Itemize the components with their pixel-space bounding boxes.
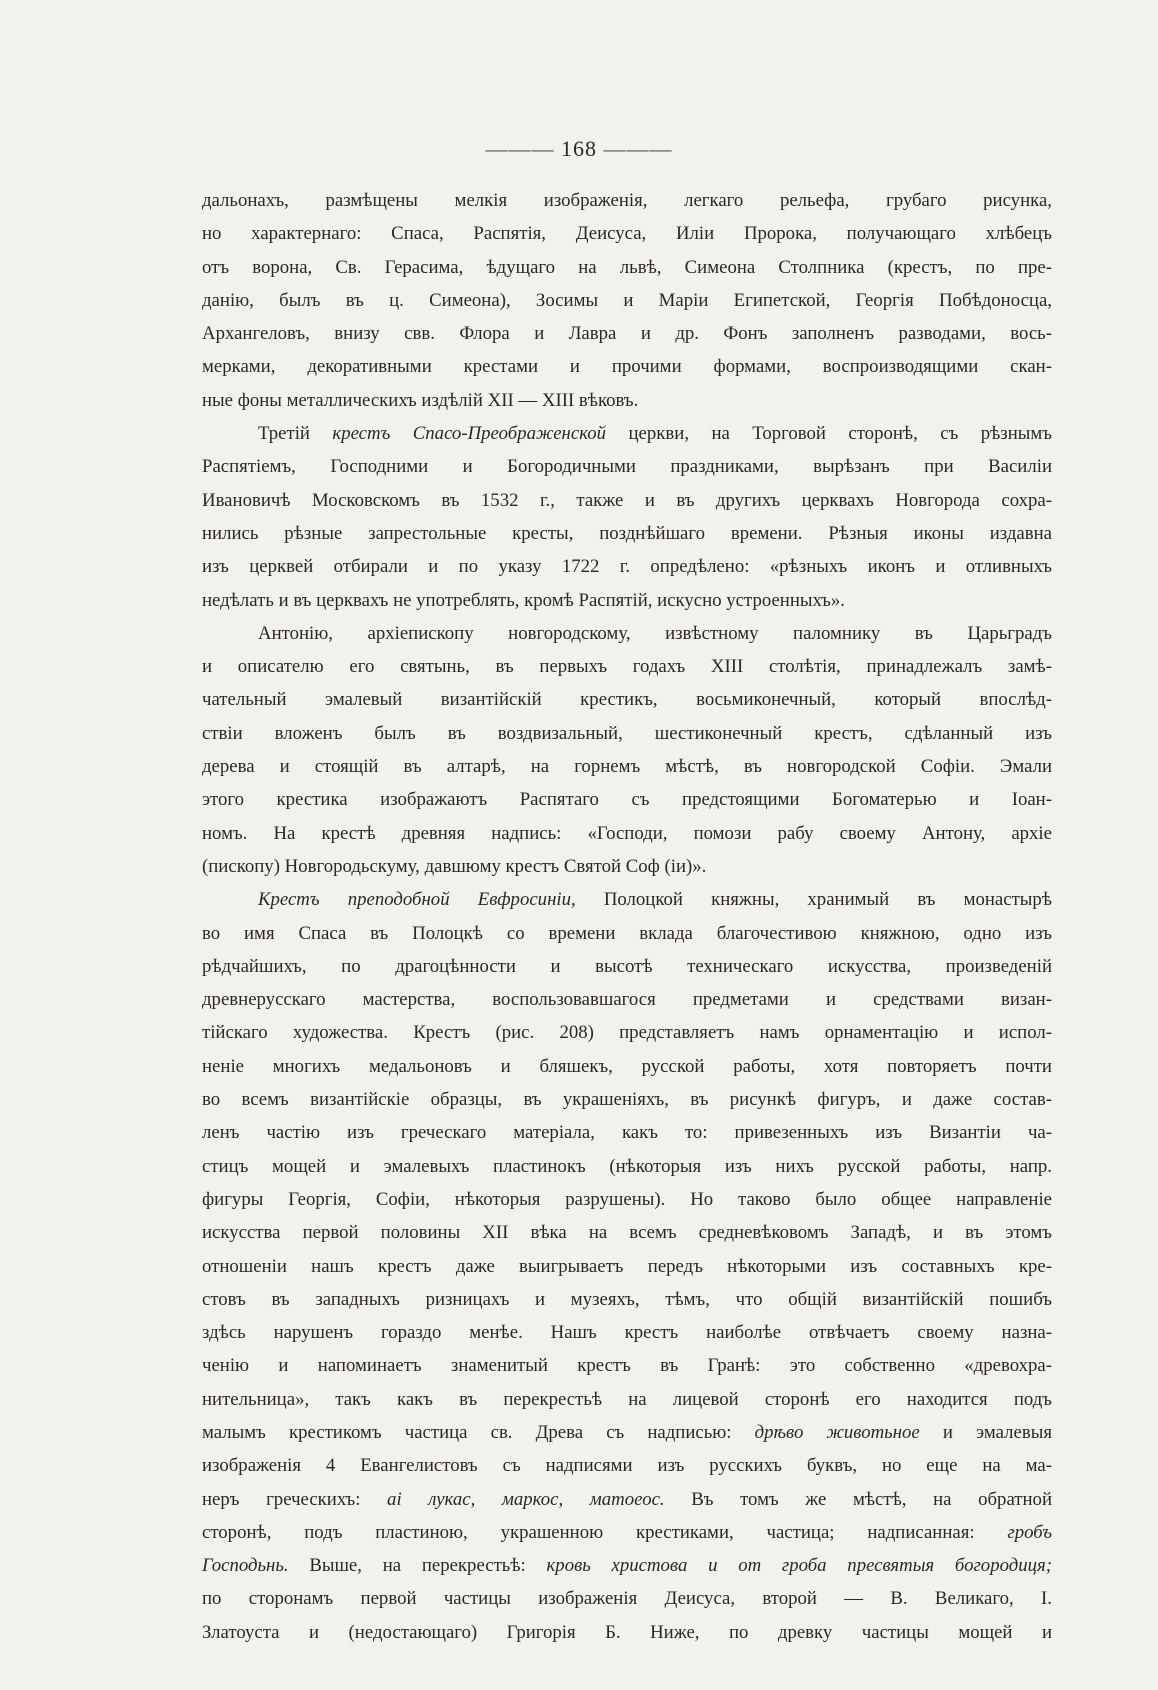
text-segment: Антонію, архіепископу новгородскому, извѣстному паломнику въ Царьградъ: [258, 622, 1052, 644]
text-line: [202, 251, 1052, 284]
text-segment: Распятіемъ, Господними и Богородичными праздниками, вырѣзанъ при Василіи: [202, 456, 1052, 478]
text-segment: чательный эмалевый византійскій крестикъ, восьмиконечный, который впослѣд-: [202, 689, 1052, 711]
page-header: [0, 136, 1158, 162]
text-line: [202, 1083, 1052, 1116]
text-line: [202, 1183, 1052, 1216]
text-segment: рѣдчайшихъ, по драгоцѣнности и высотѣ техническаго искусства, произведеній: [202, 955, 1052, 977]
text-line: [202, 284, 1052, 317]
text-line: [202, 1582, 1052, 1615]
text-segment: Третій: [258, 423, 333, 445]
text-segment: Златоуста и (недостающаго) Григорія Б. Ниже, по древку частицы мощей и: [202, 1621, 1052, 1643]
text-segment: фигуры Георгія, Софіи, нѣкоторыя разрушены). Но таково было общее направленіе: [202, 1188, 1052, 1210]
text-segment: и описателю его святынь, въ первыхъ годахъ XIII столѣтія, принадлежалъ замѣ-: [202, 656, 1052, 678]
text-line: [202, 184, 1052, 217]
text-segment: древнерусскаго мастерства, воспользовавшагося предметами и средствами визан-: [202, 989, 1052, 1011]
text-line: [202, 1116, 1052, 1149]
text-segment: неръ греческихъ:: [202, 1488, 388, 1510]
text-segment: и эмалевыя: [919, 1421, 1052, 1443]
text-line: [202, 817, 1052, 850]
text-segment: нились рѣзные запрестольные кресты, позднѣйшаго времени. Рѣзныя иконы издавна: [202, 522, 1052, 544]
header-dash-right: ———: [597, 136, 673, 161]
text-line: [202, 450, 1052, 483]
text-line: [202, 217, 1052, 250]
text-line: [202, 1449, 1052, 1482]
text-segment: стовъ въ западныхъ ризницахъ и музеяхъ, тѣмъ, что общій византійскій пошибъ: [202, 1288, 1052, 1310]
text-line: [202, 683, 1052, 716]
text-line: [202, 1516, 1052, 1549]
text-line: [202, 1016, 1052, 1049]
header-dash-left: ———: [485, 136, 561, 161]
text-line: [202, 1383, 1052, 1416]
text-segment: ствіи вложенъ былъ въ воздвизальный, шестиконечный крестъ, сдѣланный изъ: [202, 722, 1052, 744]
text-segment: стицъ мощей и эмалевыхъ пластинокъ (нѣкоторыя изъ нихъ русской работы, напр.: [202, 1155, 1052, 1177]
text-segment: Господьнь.: [202, 1555, 289, 1577]
text-segment: ленъ частію изъ греческаго матеріала, какъ то: привезенныхъ изъ Византіи ча-: [202, 1122, 1052, 1144]
text-segment: номъ. На крестѣ древняя надпись: «Господи, помози рабу своему Антону, архіе: [202, 822, 1052, 844]
text-line: [202, 417, 1052, 450]
text-segment: малымъ крестикомъ частица св. Древа съ надписью:: [202, 1421, 755, 1443]
text-segment: тійскаго художества. Крестъ (рис. 208) представляетъ намъ орнаментацію и испол-: [202, 1022, 1052, 1044]
text-line: [202, 1616, 1052, 1649]
text-segment: отъ ворона, Св. Герасима, ѣдущаго на львѣ, Симеона Столпника (крестъ, по пре-: [202, 256, 1052, 278]
text-line: [202, 1549, 1052, 1582]
text-segment: этого крестика изображаютъ Распятаго съ предстоящими Богоматерью и Іоан-: [202, 789, 1052, 811]
text-segment: отношеніи нашъ крестъ даже выигрываетъ передъ нѣкоторыми изъ составныхъ кре-: [202, 1255, 1052, 1277]
text-line: [202, 484, 1052, 517]
text-line: [202, 1483, 1052, 1516]
text-segment: (пископу) Новгородьскуму, давшюму крестъ Святой Соф (іи)».: [202, 855, 707, 877]
text-line: [202, 650, 1052, 683]
text-line: [202, 550, 1052, 583]
text-segment: ные фоны металлическихъ издѣлій XII — XIII вѣковъ.: [202, 389, 639, 411]
text-segment: недѣлать и въ церквахъ не употреблять, кромѣ Распятій, искусно устроенныхъ».: [202, 589, 845, 611]
text-line: [202, 1150, 1052, 1183]
text-segment: мерками, декоративными крестами и прочими формами, воспроизводящими скан-: [202, 356, 1052, 378]
text-segment: данію, былъ въ ц. Симеона), Зосимы и Маріи Египетской, Георгія Побѣдоносца,: [202, 289, 1052, 311]
text-segment: но характернаго: Спаса, Распятія, Деисуса, Иліи Пророка, получающаго хлѣбецъ: [202, 223, 1052, 245]
text-line: [202, 717, 1052, 750]
text-segment: сторонѣ, подъ пластиною, украшенною крестиками, частица; надписанная:: [202, 1521, 1008, 1543]
text-line: [202, 783, 1052, 816]
text-line: [202, 384, 1052, 417]
text-line: [202, 584, 1052, 617]
text-segment: дерева и стоящій въ алтарѣ, на горнемъ мѣстѣ, въ новгородской Софіи. Эмали: [202, 756, 1052, 778]
text-line: [202, 750, 1052, 783]
text-segment: во имя Спаса въ Полоцкѣ со времени вклада благочестивою княжною, одно изъ: [202, 922, 1052, 944]
text-segment: ченію и напоминаетъ знаменитый крестъ въ Гранѣ: это собственно «древохра-: [202, 1355, 1052, 1377]
text-segment: по сторонамъ первой частицы изображенія Деисуса, второй — В. Великаго, І.: [202, 1588, 1052, 1610]
text-segment: изъ церквей отбирали и по указу 1722 г. опредѣлено: «рѣзныхъ иконъ и отливныхъ: [202, 556, 1052, 578]
text-segment: дрѣво животьное: [754, 1421, 920, 1443]
text-segment: гробъ: [1007, 1521, 1052, 1543]
text-segment: Архангеловъ, внизу свв. Флора и Лавра и др. Фонъ заполненъ разводами, вось-: [202, 323, 1052, 345]
text-segment: крестъ Спасо-Преображенской: [332, 423, 607, 445]
text-line: [202, 1283, 1052, 1316]
text-line: [202, 1316, 1052, 1349]
text-segment: Ивановичѣ Московскомъ въ 1532 г., также и въ другихъ церквахъ Новгорода сохра-: [202, 489, 1052, 511]
text-segment: нительница», такъ какъ въ перекрестьѣ на лицевой сторонѣ его находится подъ: [202, 1388, 1052, 1410]
text-line: [202, 850, 1052, 883]
text-segment: Въ томъ же мѣстѣ, на обратной: [664, 1488, 1052, 1510]
text-line: [202, 1050, 1052, 1083]
text-segment: аі лукас, маркос, матоеос.: [387, 1488, 665, 1510]
text-line: [202, 1416, 1052, 1449]
text-line: [202, 983, 1052, 1016]
text-line: [202, 1250, 1052, 1283]
text-line: [202, 1216, 1052, 1249]
text-segment: во всемъ византійскіе образцы, въ украшеніяхъ, въ рисункѣ фигуръ, и даже состав-: [202, 1089, 1052, 1111]
text-line: [202, 1349, 1052, 1382]
text-segment: Выше, на перекрестьѣ:: [288, 1555, 547, 1577]
text-segment: неніе многихъ медальоновъ и бляшекъ, русской работы, хотя повторяетъ почти: [202, 1055, 1052, 1077]
text-line: [202, 917, 1052, 950]
text-line: [202, 617, 1052, 650]
text-segment: здѣсь нарушенъ гораздо менѣе. Нашъ крестъ наиболѣе отвѣчаетъ своему назна-: [202, 1322, 1052, 1344]
text-line: [202, 517, 1052, 550]
text-line: [202, 883, 1052, 916]
text-segment: изображенія 4 Евангелистовъ съ надписями изъ русскихъ буквъ, но еще на ма-: [202, 1455, 1052, 1477]
text-segment: дальонахъ, размѣщены мелкія изображенія, легкаго рельефа, грубаго рисунка,: [202, 190, 1052, 211]
body-text: [202, 184, 1052, 1649]
text-segment: , Полоцкой княжны, хранимый въ монастырѣ: [571, 889, 1053, 911]
page-number: 168: [561, 136, 597, 161]
text-line: [202, 350, 1052, 383]
text-segment: Крестъ преподобной Евфросиніи: [258, 889, 571, 911]
text-line: [202, 317, 1052, 350]
text-segment: искусства первой половины XII вѣка на всемъ средневѣковомъ Западѣ, и въ этомъ: [202, 1222, 1052, 1244]
text-line: [202, 950, 1052, 983]
text-segment: кровь христова и от гроба пресвятыя богородиця;: [546, 1555, 1053, 1577]
text-segment: церкви, на Торговой сторонѣ, съ рѣзнымъ: [606, 423, 1052, 445]
